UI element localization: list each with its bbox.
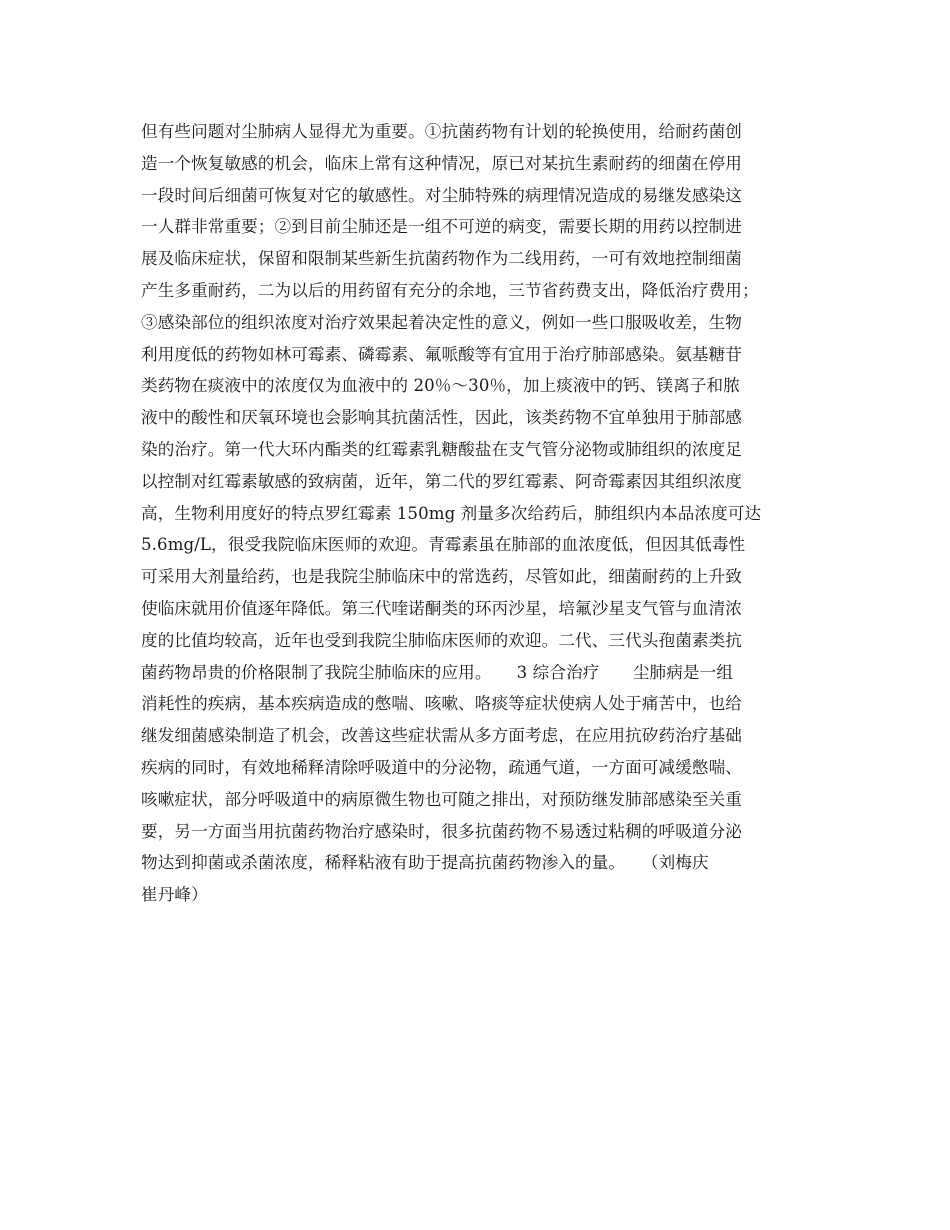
- text-line: 咳嗽症状，部分呼吸道中的病原微生物也可随之排出，对预防继发肺部感染至关重: [141, 789, 742, 809]
- text-line: 要，另一方面当用抗菌药物治疗感染时，很多抗菌药物不易透过粘稠的呼吸道分泌: [141, 821, 742, 841]
- text-line: 5.6mg/L，很受我院临床医师的欢迎。青霉素虽在肺部的血浓度低，但因其低毒性: [141, 535, 746, 555]
- text-line: 高，生物利用度好的特点罗红霉素 150mg 剂量多次给药后，肺组织内本品浓度可达: [141, 503, 762, 523]
- author-line: 崔丹峰）: [141, 885, 208, 905]
- text-line: 展及临床症状，保留和限制某些新生抗菌药物作为二线用药，一可有效地控制细菌: [141, 249, 742, 269]
- text-line: 使临床就用价值逐年降低。第三代喹诺酮类的环丙沙星，培氟沙星支气管与血清浓: [141, 598, 742, 618]
- text-line: ③感染部位的组织浓度对治疗效果起着决定性的意义，例如一些口服吸收差，生物: [141, 312, 742, 332]
- text-line: 利用度低的药物如林可霉素、磷霉素、氟哌酸等有宜用于治疗肺部感染。氨基糖苷: [141, 344, 742, 364]
- text-line: 一段时间后细菌可恢复对它的敏感性。对尘肺特殊的病理情况造成的易继发感染这: [141, 185, 742, 205]
- text-line: 菌药物昂贵的价格限制了我院尘肺临床的应用。 3 综合治疗 尘肺病是一组: [141, 662, 734, 682]
- text-line: 以控制对红霉素敏感的致病菌，近年，第二代的罗红霉素、阿奇霉素因其组织浓度: [141, 471, 742, 491]
- text-line: 产生多重耐药，二为以后的用药留有充分的余地，三节省药费支出，降低治疗费用；: [141, 280, 759, 300]
- text-line: 可采用大剂量给药，也是我院尘肺临床中的常选药，尽管如此，细菌耐药的上升致: [141, 567, 742, 587]
- text-line: 造一个恢复敏感的机会，临床上常有这种情况，原已对某抗生素耐药的细菌在停用: [141, 153, 742, 173]
- text-line: 消耗性的疾病，基本疾病造成的憋喘、咳嗽、咯痰等症状使病人处于痛苦中，也给: [141, 694, 742, 714]
- text-line: 物达到抑菌或杀菌浓度，稀释粘液有助于提高抗菌药物渗入的量。 （刘梅庆: [141, 853, 709, 873]
- text-line: 疾病的同时，有效地稀释清除呼吸道中的分泌物，疏通气道，一方面可减缓憋喘、: [141, 757, 742, 777]
- text-line: 一人群非常重要；②到目前尘肺还是一组不可逆的病变，需要长期的用药以控制进: [141, 217, 742, 237]
- text-line: 度的比值均较高，近年也受到我院尘肺临床医师的欢迎。二代、三代头孢菌素类抗: [141, 630, 742, 650]
- text-line: 类药物在痰液中的浓度仅为血液中的 20％～30％，加上痰液中的钙、镁离子和脓: [141, 376, 740, 396]
- text-line: 染的治疗。第一代大环内酯类的红霉素乳糖酸盐在支气管分泌物或肺组织的浓度足: [141, 439, 742, 459]
- text-line: 继发细菌感染制造了机会，改善这些症状需从多方面考虑，在应用抗矽药治疗基础: [141, 726, 742, 746]
- body-paragraph: [141, 116, 831, 911]
- text-line: 液中的酸性和厌氧环境也会影响其抗菌活性，因此，该类药物不宜单独用于肺部感: [141, 408, 742, 428]
- text-line: 但有些问题对尘肺病人显得尤为重要。①抗菌药物有计划的轮换使用，给耐药菌创: [141, 122, 742, 141]
